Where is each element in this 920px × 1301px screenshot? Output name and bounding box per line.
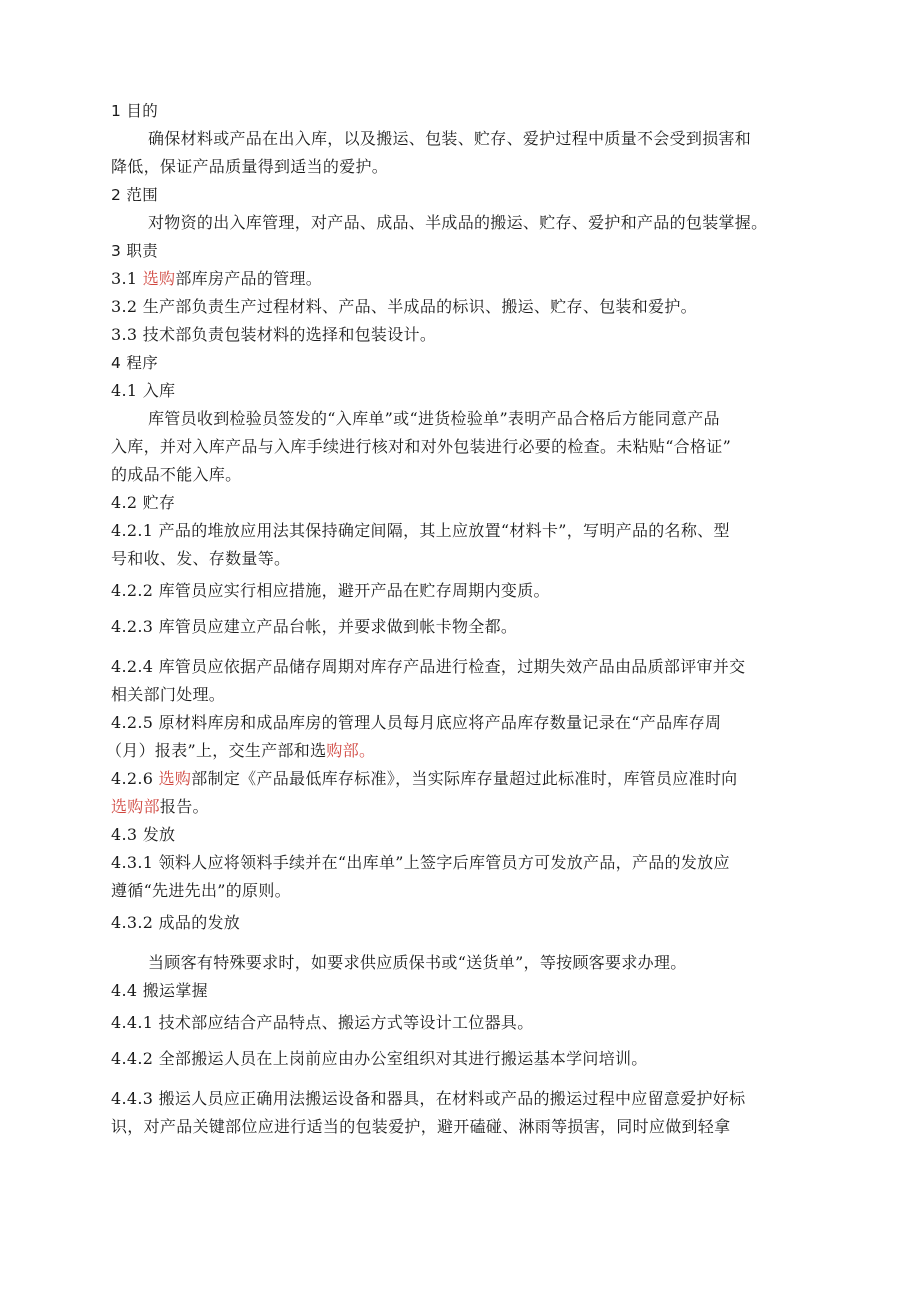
section-3-heading: 3 职责 xyxy=(111,242,158,260)
clause-4-4-3: 4.4.3 搬运人员应正确用法搬运设备和器具，在材料或产品的搬运过程中应留意爱护好标 xyxy=(111,1089,746,1108)
clause-4-2-5: 4.2.5 原材料库房和成品库房的管理人员每月底应将产品库存数量记录在“产品库存周 xyxy=(111,713,722,732)
highlighted-text: 购部。 xyxy=(326,741,376,760)
highlighted-text: 选购部 xyxy=(111,797,160,816)
subsection-4-1-title: 4.1 入库 xyxy=(111,381,176,400)
line-text: （月）报表”上，交生产部和选 xyxy=(106,741,327,760)
highlighted-text: 选购 xyxy=(142,269,176,288)
line-text: 报告。 xyxy=(159,797,209,816)
clause-3-2: 3.2 生产部负责生产过程材料、产品、半成品的标识、搬运、贮存、包装和爱护。 xyxy=(111,297,697,316)
paragraph-line: 降低，保证产品质量得到适当的爱护。 xyxy=(111,157,389,176)
paragraph-line: 确保材料或产品在出入库，以及搬运、包装、贮存、爱护过程中质量不会受到损害和 xyxy=(148,129,752,148)
paragraph-line xyxy=(106,740,375,762)
paragraph-line: 遵循“先进先出”的原则。 xyxy=(111,881,291,900)
clause-3-1 xyxy=(111,268,322,290)
clause-3-3: 3.3 技术部负责包装材料的选择和包装设计。 xyxy=(111,325,437,344)
clause-text: 部制定《产品最低库存标准》，当实际库存量超过此标准时，库管员应准时向 xyxy=(191,769,738,788)
clause-number: 3.1 xyxy=(111,269,143,288)
clause-4-2-1: 4.2.1 产品的堆放应用法其保持确定间隔，其上应放置“材料卡”，写明产品的名称、型 xyxy=(111,521,730,540)
subsection-4-3-title: 4.3 发放 xyxy=(111,825,176,844)
clause-number: 4.2.6 xyxy=(111,769,159,788)
section-1-heading: 1 目的 xyxy=(111,102,158,120)
paragraph-line: 当顾客有特殊要求时，如要求供应质保书或“送货单”，等按顾客要求办理。 xyxy=(148,953,687,972)
clause-4-2-6 xyxy=(111,768,737,790)
paragraph-line: 相关部门处理。 xyxy=(111,685,226,704)
paragraph-line xyxy=(111,796,209,818)
clause-4-2-2: 4.2.2 库管员应实行相应措施，避开产品在贮存周期内变质。 xyxy=(111,581,550,600)
clause-4-2-4: 4.2.4 库管员应依据产品储存周期对库存产品进行检查，过期失效产品由品质部评审并交 xyxy=(111,657,746,676)
paragraph-line: 入库，并对入库产品与入库手续进行核对和对外包装进行必要的检查。未粘贴“合格证” xyxy=(111,437,732,456)
paragraph-line: 的成品不能入库。 xyxy=(111,465,242,484)
clause-4-3-2: 4.3.2 成品的发放 xyxy=(111,913,241,932)
subsection-4-2-title: 4.2 贮存 xyxy=(111,493,176,512)
highlighted-text: 选购 xyxy=(158,769,192,788)
clause-4-3-1: 4.3.1 领料人应将领料手续并在“出库单”上签字后库管员方可发放产品，产品的发放应 xyxy=(111,853,730,872)
clause-4-4-1: 4.4.1 技术部应结合产品特点、搬运方式等设计工位器具。 xyxy=(111,1013,534,1032)
paragraph-line: 库管员收到检验员签发的“入库单”或“进货检验单”表明产品合格后方能同意产品 xyxy=(148,409,720,428)
section-4-heading: 4 程序 xyxy=(111,354,158,372)
clause-text: 部库房产品的管理。 xyxy=(175,269,323,288)
section-2-heading: 2 范围 xyxy=(111,186,158,204)
paragraph-line: 号和收、发、存数量等。 xyxy=(111,549,291,568)
subsection-4-4-title: 4.4 搬运掌握 xyxy=(111,981,208,1000)
clause-4-2-3: 4.2.3 库管员应建立产品台帐，并要求做到帐卡物全都。 xyxy=(111,617,518,636)
clause-4-4-2: 4.4.2 全部搬运人员在上岗前应由办公室组织对其进行搬运基本学问培训。 xyxy=(111,1049,648,1068)
paragraph-line: 对物资的出入库管理，对产品、成品、半成品的搬运、贮存、爱护和产品的包装掌握。 xyxy=(148,213,768,232)
paragraph-line: 识，对产品关键部位应进行适当的包装爱护，避开磕碰、淋雨等损害，同时应做到轻拿 xyxy=(111,1117,731,1136)
